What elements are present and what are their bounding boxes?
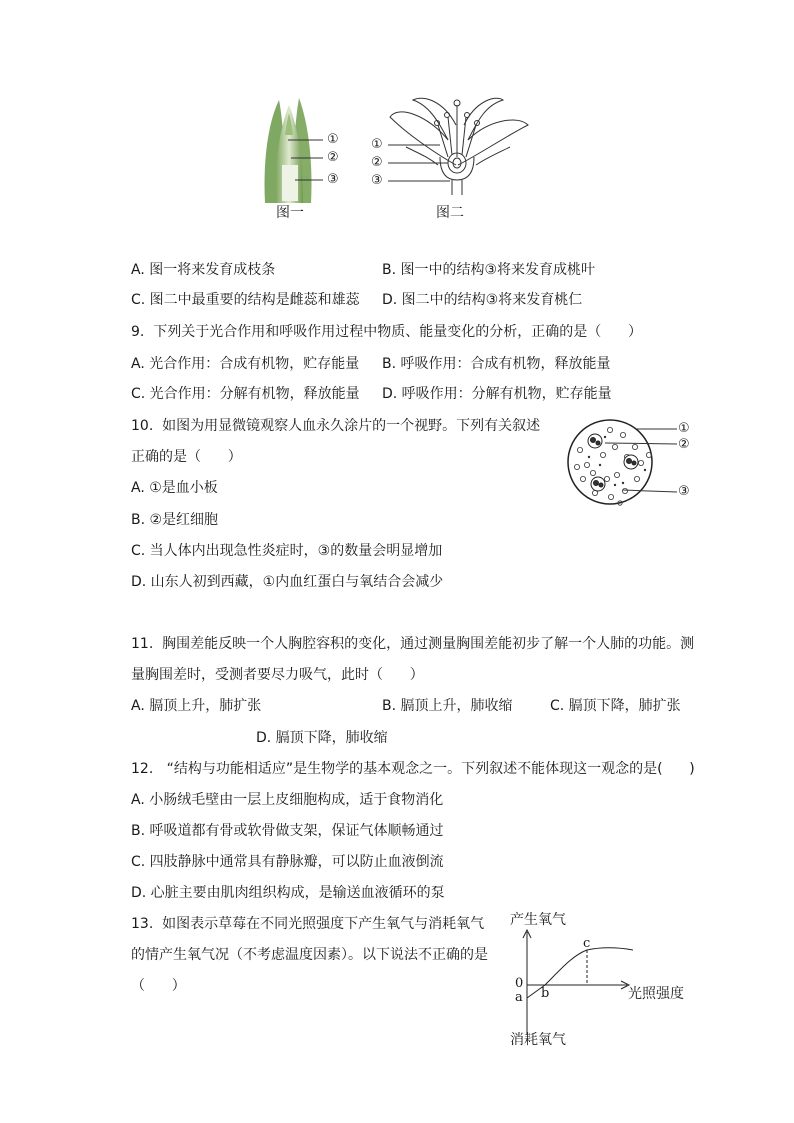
q9-stem: 9. 下列关于光合作用和呼吸作用过程中物质、能量变化的分析，正确的是（ ） xyxy=(131,324,642,340)
figure-2-flower-section xyxy=(368,95,538,195)
fig2-label-1: ① xyxy=(371,137,383,152)
fig1-label-2: ② xyxy=(327,150,339,165)
graph-y-bottom-label: 消耗氧气 xyxy=(510,1032,566,1048)
bud-section-drawing xyxy=(255,95,355,205)
q12-option-b: B. 呼吸道都有骨或软骨做支架，保证气体顺畅通过 xyxy=(131,823,444,839)
q9-option-b: B. 呼吸作用：合成有机物，释放能量 xyxy=(382,356,611,372)
smear-label-3: ③ xyxy=(678,484,690,499)
q11-option-a: A. 膈顶上升，肺扩张 xyxy=(131,698,262,714)
q12-option-a: A. 小肠绒毛壁由一层上皮细胞构成，适于食物消化 xyxy=(131,792,444,808)
q8-option-a: A. 图一将来发育成枝条 xyxy=(131,262,276,278)
q10-option-a: A. ①是血小板 xyxy=(131,480,218,496)
q13-stem-line2: 的情产生氧气况（不考虑温度因素）。以下说法不正确的是 xyxy=(131,947,488,963)
fig2-label-2: ② xyxy=(371,155,383,170)
q10-option-d: D. 山东人初到西藏，①内血红蛋白与氧结合会减少 xyxy=(131,574,444,590)
figure-1-caption: 图一 xyxy=(276,205,304,221)
q8-option-c: C. 图二中最重要的结构是雌蕊和雄蕊 xyxy=(131,292,360,308)
q10-option-c: C. 当人体内出现急性炎症时，③的数量会明显增加 xyxy=(131,543,443,559)
figure-2-caption: 图二 xyxy=(436,205,464,221)
q13-stem-line3: （ ） xyxy=(131,978,186,994)
graph-y-top-label: 产生氧气 xyxy=(510,912,566,928)
q11-option-d: D. 膈顶下降，肺收缩 xyxy=(256,730,388,746)
smear-label-1: ① xyxy=(678,421,690,436)
graph-origin-label: 0 xyxy=(515,976,524,991)
q12-option-c: C. 四肢静脉中通常具有静脉瓣，可以防止血液倒流 xyxy=(131,854,444,870)
q11-stem-line2: 量胸围差时，受测者要尽力吸气，此时（ ） xyxy=(131,667,424,683)
q8-option-b: B. 图一中的结构③将来发育成桃叶 xyxy=(382,262,596,278)
q10-option-b: B. ②是红细胞 xyxy=(131,512,219,528)
q9-option-d: D. 呼吸作用：分解有机物，贮存能量 xyxy=(382,386,612,402)
graph-point-c: c xyxy=(583,936,591,951)
fig1-label-1: ① xyxy=(327,132,339,147)
smear-label-2: ② xyxy=(678,437,690,452)
q12-option-d: D. 心脏主要由肌肉组织构成，是输送血液循环的泵 xyxy=(131,885,445,901)
q9-option-c: C. 光合作用：分解有机物，释放能量 xyxy=(131,386,360,402)
q8-option-d: D. 图二中的结构③将来发育桃仁 xyxy=(382,292,583,308)
q13-stem-line1: 13. 如图表示草莓在不同光照强度下产生氧气与消耗氧气 xyxy=(131,916,485,932)
q11-option-b: B. 膈顶上升，肺收缩 xyxy=(382,698,513,714)
q10-stem-line1: 10. 如图为用显微镜观察人血永久涂片的一个视野。下列有关叙述 xyxy=(131,418,541,434)
figure-1-bud-section xyxy=(255,95,355,205)
graph-point-a: a xyxy=(515,990,523,1005)
q10-stem-line2: 正确的是（ ） xyxy=(131,449,242,465)
fig1-label-3: ③ xyxy=(327,172,339,187)
q9-option-a: A. 光合作用：合成有机物，贮存能量 xyxy=(131,356,360,372)
graph-point-b: b xyxy=(541,986,550,1001)
figure-blood-smear xyxy=(565,415,700,515)
graph-x-label: 光照强度 xyxy=(628,986,684,1002)
q12-stem: 12. “结构与功能相适应”是生物学的基本观念之一。下列叙述不能体现这一观念的是( ) xyxy=(131,761,695,777)
flower-section-drawing xyxy=(368,95,538,195)
q11-stem-line1: 11. 胸围差能反映一个人胸腔容积的变化，通过测量胸围差能初步了解一个人肺的功能。测 xyxy=(131,636,695,652)
figure-oxygen-light-graph xyxy=(505,910,705,1055)
q11-option-c: C. 膈顶下降，肺扩张 xyxy=(550,698,681,714)
fig2-label-3: ③ xyxy=(371,173,383,188)
